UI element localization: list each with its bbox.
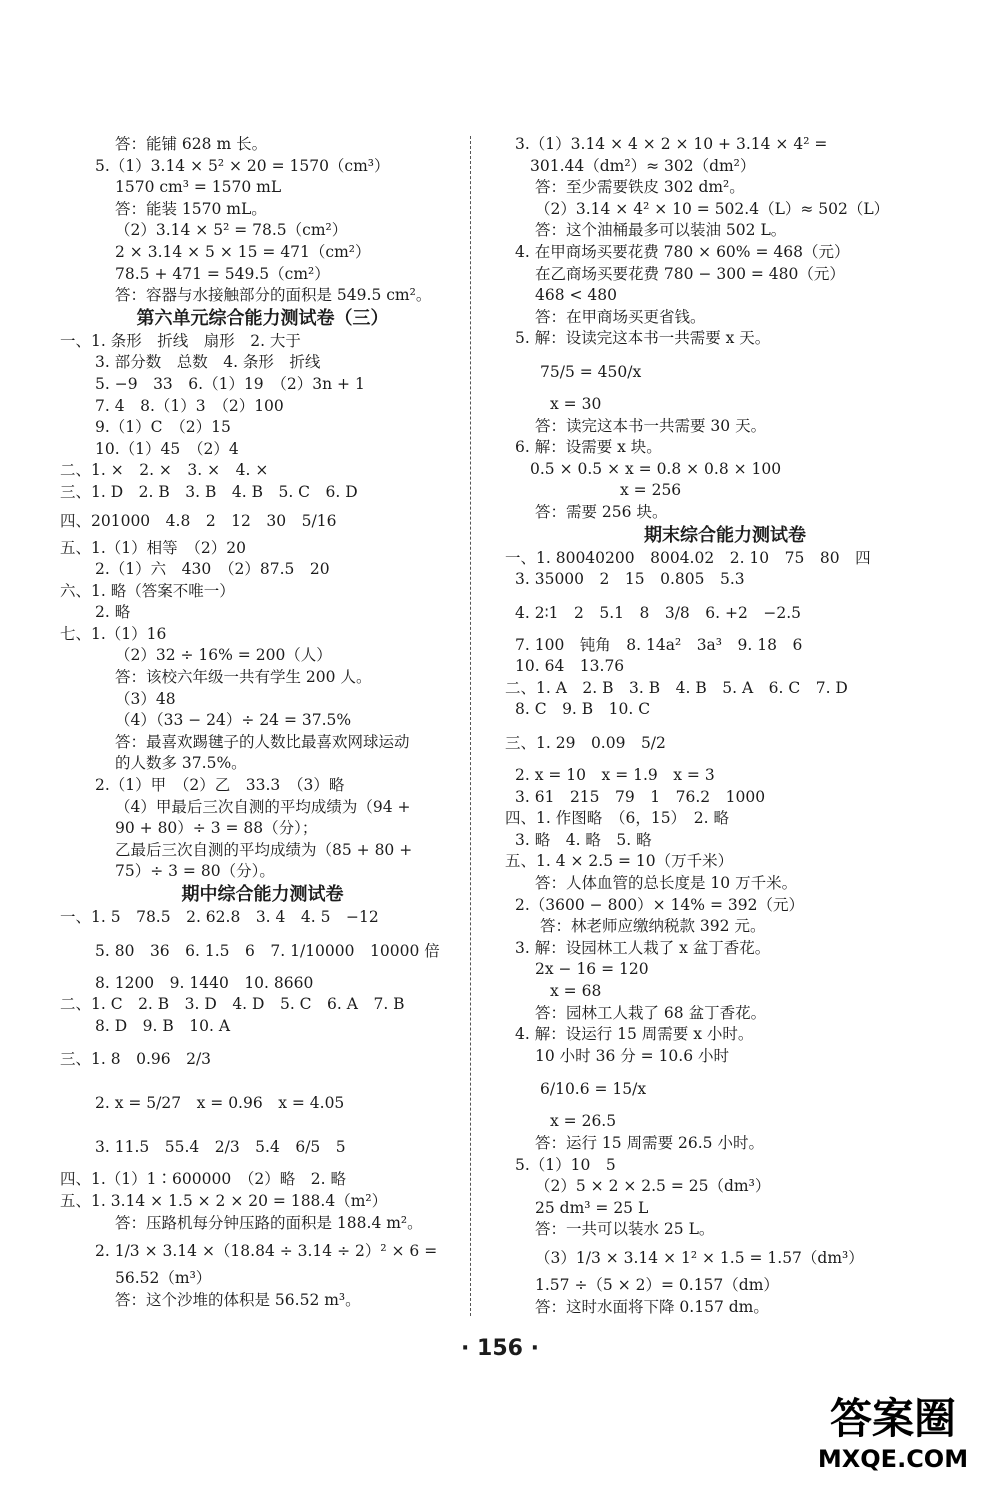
section-title-final: 期末综合能力测试卷	[644, 524, 806, 546]
text-line: 3. 部分数 总数 4. 条形 折线	[95, 353, 321, 372]
text-line: 1.57 ÷（5 × 2）= 0.157（dm）	[535, 1275, 779, 1294]
column-divider	[470, 136, 471, 1316]
text-line: 答：能铺 628 m 长。	[115, 135, 268, 153]
text-line: 75）÷ 3 = 80（分）。	[115, 862, 275, 881]
text-line: 乙最后三次自测的平均成绩为（85 + 80 +	[115, 840, 413, 859]
text-line: （3）48	[115, 689, 176, 708]
text-line: 答：该校六年级一共有学生 200 人。	[115, 668, 372, 687]
text-line: 答：这时水面将下降 0.157 dm。	[535, 1297, 769, 1316]
text-line: （2）32 ÷ 16% = 200（人）	[115, 646, 332, 665]
text-line: 90 + 80）÷ 3 = 88（分）；	[115, 819, 318, 838]
text-line: 8. C 9. B 10. C	[515, 700, 651, 719]
text-line: 7. 100 钝角 8. 14a² 3a³ 9. 18 6	[515, 635, 803, 654]
text-line: 的人数多 37.5%。	[115, 754, 247, 773]
text-line: （2）3.14 × 4² × 10 = 502.4（L）≈ 502（L）	[535, 199, 890, 218]
text-line: 五、1.（1）相等 （2）20	[60, 538, 246, 557]
text-line: 答：园林工人栽了 68 盆丁香花。	[535, 1003, 767, 1022]
text-line: 答：能装 1570 mL。	[115, 199, 267, 218]
text-line: 三、1. D 2. B 3. B 4. B 5. C 6. D	[60, 482, 358, 501]
text-line: 四、1.（1）1∶600000 （2）略 2. 略	[60, 1170, 347, 1189]
text-line: 4. 2∶1 2 5.1 8 3/8 6. +2 −2.5	[515, 603, 801, 622]
text-line: 3. 35000 2 15 0.805 5.3	[515, 570, 745, 589]
text-line: 5.（1）3.14 × 5² × 20 = 1570（cm³）	[95, 156, 390, 175]
text-line: 答：运行 15 周需要 26.5 小时。	[535, 1133, 764, 1152]
text-line: 2.（1）甲 （2）乙 33.3 （3）略	[95, 776, 345, 795]
text-line: 答：需要 256 块。	[535, 502, 668, 521]
text-line: 5. 80 36 6. 1.5 6 7. 1/10000 10000 倍	[95, 941, 440, 960]
text-line: 答：一共可以装水 25 L。	[535, 1220, 715, 1239]
text-line: 3. 略 4. 略 5. 略	[515, 830, 652, 849]
text-line: 四、201000 4.8 2 12 30 5/16	[60, 511, 337, 530]
right-column	[505, 134, 945, 1318]
text-line: 56.52（m³）	[115, 1269, 212, 1288]
text-line: 答：这个沙堆的体积是 56.52 m³。	[115, 1290, 361, 1309]
text-line: 3. 61 215 79 1 76.2 1000	[515, 787, 766, 806]
text-line: 2 × 3.14 × 5 × 15 = 471（cm²）	[115, 242, 371, 261]
text-line: 3. 11.5 55.4 2/3 5.4 6/5 5	[95, 1138, 346, 1157]
page-number: · 156 ·	[461, 1336, 539, 1361]
text-line: 答：至少需要铁皮 302 dm²。	[535, 178, 745, 197]
text-line: 5. −9 33 6.（1）19 （2）3n + 1	[95, 374, 365, 393]
section-title-midterm: 期中综合能力测试卷	[181, 884, 344, 905]
text-line: 答：压路机每分钟压路的面积是 188.4 m²。	[115, 1213, 423, 1232]
text-line: 2. x = 10 x = 1.9 x = 3	[515, 766, 715, 785]
text-line: （4）甲最后三次自测的平均成绩为（94 +	[115, 797, 411, 816]
text-line: 2. 1/3 × 3.14 ×（18.84 ÷ 3.14 ÷ 2）² × 6 =	[95, 1242, 438, 1261]
text-line: 4. 在甲商场买要花费 780 × 60% = 468（元）	[515, 242, 850, 261]
text-line: 二、1. C 2. B 3. D 4. D 5. C 6. A 7. B	[60, 995, 405, 1014]
text-line: 0.5 × 0.5 × x = 0.8 × 0.8 × 100	[530, 459, 782, 478]
text-line: 四、1. 作图略 （6，15） 2. 略	[505, 809, 730, 828]
text-line: （4）（33 − 24）÷ 24 = 37.5%	[115, 711, 352, 730]
text-line: x = 256	[620, 481, 682, 500]
text-line: x = 30	[550, 394, 602, 413]
text-line: 一、1. 条形 折线 扇形 2. 大于	[60, 331, 301, 350]
text-line: 2.（1）六 430 （2）87.5 20	[95, 560, 330, 579]
text-line: 答：林老师应缴纳税款 392 元。	[540, 917, 766, 936]
text-line: 一、1. 5 78.5 2. 62.8 3. 4 4. 5 −12	[60, 908, 379, 926]
text-line: 7. 4 8.（1）3 （2）100	[95, 396, 284, 415]
watermark-sub: MXQE.COM	[817, 1445, 969, 1473]
text-line: 6. 解：设需要 x 块。	[515, 438, 662, 457]
text-line: 10 小时 36 分 = 10.6 小时	[535, 1046, 730, 1065]
text-line: （3）1/3 × 3.14 × 1² × 1.5 = 1.57（dm³）	[535, 1248, 864, 1267]
text-line: 三、1. 29 0.09 5/2	[505, 734, 666, 753]
text-line: 75/5 = 450/x	[540, 362, 642, 381]
text-line: 答：在甲商场买更省钱。	[535, 307, 706, 326]
text-line: 一、1. 80040200 8004.02 2. 10 75 80 四	[505, 548, 871, 567]
text-line: 468 < 480	[535, 286, 618, 305]
text-line: 10. 64 13.76	[515, 657, 625, 676]
watermark-logo	[801, 1387, 986, 1475]
text-line: 78.5 + 471 = 549.5（cm²）	[115, 264, 330, 283]
text-line: 答：最喜欢踢毽子的人数比最喜欢网球运动	[115, 732, 410, 751]
text-line: 六、1. 略（答案不唯一）	[60, 581, 235, 600]
text-line: 二、1. A 2. B 3. B 4. B 5. A 6. C 7. D	[505, 678, 848, 697]
text-line: 5. 解：设读完这本书一共需要 x 天。	[515, 329, 771, 348]
text-line: 2.（3600 − 800）× 14% = 392（元）	[515, 895, 804, 914]
watermark-main: 答案圈	[829, 1394, 957, 1443]
text-line: 25 dm³ = 25 L	[535, 1198, 649, 1217]
text-line: 6/10.6 = 15/x	[540, 1080, 647, 1099]
text-line: 5.（1）10 5	[515, 1155, 616, 1174]
text-line: 10.（1）45 （2）4	[95, 439, 239, 458]
text-line: 七、1.（1）16	[60, 624, 167, 643]
text-line: 9.（1）C （2）15	[95, 418, 231, 437]
text-line: x = 68	[550, 982, 602, 1000]
text-line: x = 26.5	[550, 1112, 617, 1131]
text-line: 4. 解：设运行 15 周需要 x 小时。	[515, 1025, 754, 1044]
text-line: 二、1. × 2. × 3. × 4. ×	[60, 461, 269, 480]
text-line: 五、1. 3.14 × 1.5 × 2 × 20 = 188.4（m²）	[60, 1191, 388, 1210]
text-line: 8. D 9. B 10. A	[95, 1016, 231, 1035]
text-line: 答：读完这本书一共需要 30 天。	[535, 416, 767, 435]
text-line: （2）5 × 2 × 2.5 = 25（dm³）	[535, 1177, 771, 1196]
text-line: 3. 解：设园林工人栽了 x 盆丁香花。	[515, 938, 771, 957]
text-line: 3.（1）3.14 × 4 × 2 × 10 + 3.14 × 4² =	[515, 135, 828, 153]
text-line: 8. 1200 9. 1440 10. 8660	[95, 973, 314, 992]
text-line: 答：人体血管的总长度是 10 万千米。	[535, 874, 798, 893]
text-line: 五、1. 4 × 2.5 = 10（万千米）	[505, 852, 734, 871]
text-line: 1570 cm³ = 1570 mL	[115, 178, 282, 197]
text-line: 答：容器与水接触部分的面积是 549.5 cm²。	[115, 286, 432, 305]
text-line: 2. x = 5/27 x = 0.96 x = 4.05	[95, 1094, 345, 1113]
text-line: 三、1. 8 0.96 2/3	[60, 1050, 212, 1069]
text-line: 答：这个油桶最多可以装油 502 L。	[535, 221, 787, 240]
text-line: 2x − 16 = 120	[535, 960, 649, 979]
text-line: （2）3.14 × 5² = 78.5（cm²）	[115, 221, 348, 240]
left-column	[60, 134, 465, 1311]
text-line: 2. 略	[95, 603, 131, 622]
section-title-unit6: 第六单元综合能力测试卷（三）	[136, 307, 389, 329]
text-line: 301.44（dm²）≈ 302（dm²）	[530, 156, 756, 175]
text-line: 在乙商场买要花费 780 − 300 = 480（元）	[535, 264, 845, 283]
